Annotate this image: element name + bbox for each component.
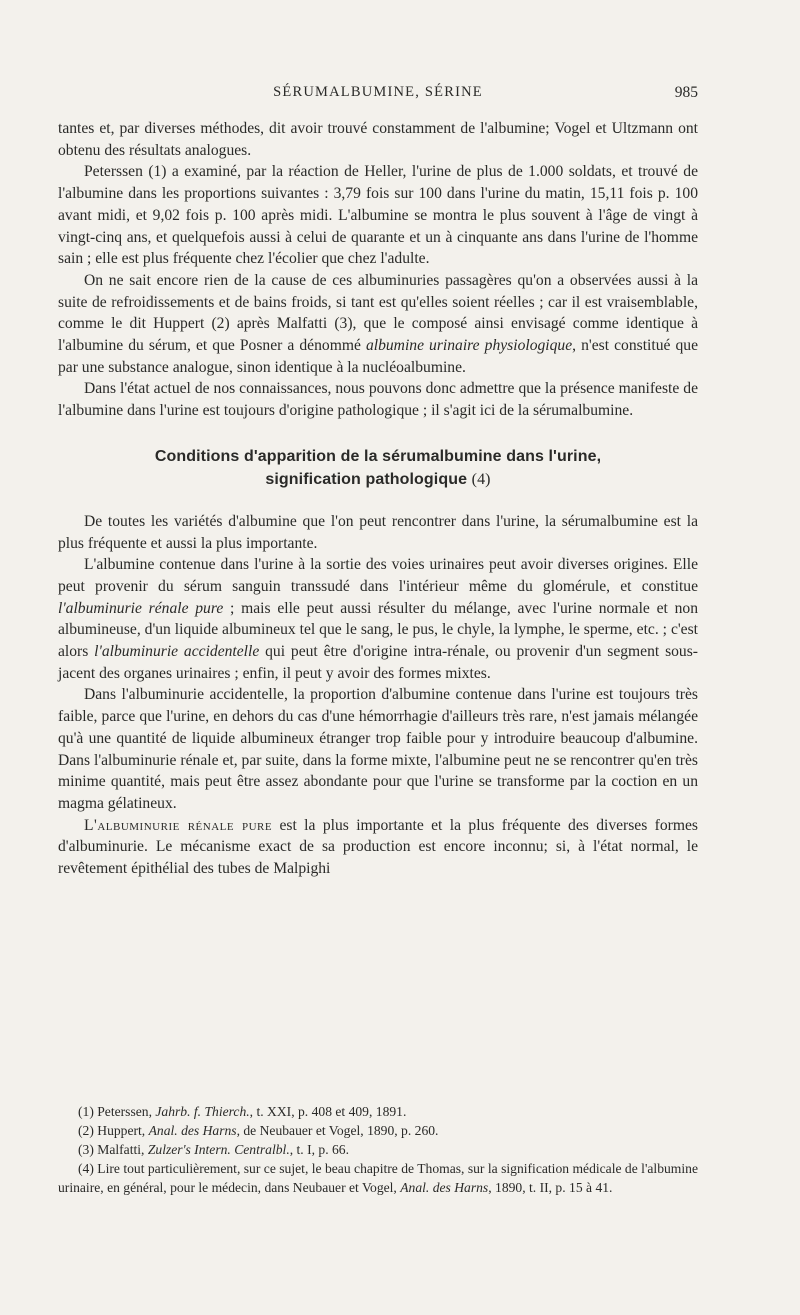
footnote-4-text-b: , 1890, t. II, p. 15 à 41. bbox=[488, 1180, 613, 1195]
footnote-2-text-a: (2) Huppert, bbox=[78, 1123, 149, 1138]
paragraph-6-text-b: ; mais elle peut aussi résulter du mélange, avec l'urine normale et non albumineuse, d'un liquide albumineux tel que le sang, le pus, le chyle, la lymphe, le sperme, etc. ; c'est alors bbox=[58, 599, 698, 661]
section-heading-line-2-text: signification pathologique bbox=[265, 470, 468, 488]
paragraph-6-text-a: L'albumine contenue dans l'urine à la sortie des voies urinaires peut avoir diverses origines. Elle peut provenir du sérum sanguin transsudé dans l'intérieur même du glomérule, et constitue bbox=[58, 556, 698, 595]
paragraph-8-text: est la plus importante et la plus fréquente des diverses formes d'albuminurie. Le mécanisme exact de sa production est encore inconnu; si, à l'état normal, le revêtement épithélial des tubes de Malpighi bbox=[58, 816, 698, 878]
section-heading-line-2 bbox=[58, 468, 698, 491]
paragraph-3-text-a: On ne sait encore rien de la cause de ces albuminuries passagères qu'on a observées aussi à la suite de refroidissements et de bains froids, si tant est qu'elles soient réelles ; car il est vraisemblable, comme le dit Huppert (2) après Malfatti (3), que le composé ainsi envisagé comme identique à l'albumine du sérum, et que Posner a dénommé bbox=[58, 271, 698, 355]
running-title: SÉRUMALBUMINE, SÉRINE bbox=[273, 84, 483, 100]
paragraph-8 bbox=[58, 815, 698, 880]
section-heading-line-1: Conditions d'apparition de la sérumalbumine dans l'urine, bbox=[154, 447, 602, 465]
page-header bbox=[58, 84, 698, 110]
footnote-2-text-b: , de Neubauer et Vogel, 1890, p. 260. bbox=[236, 1123, 439, 1138]
paragraph-6-text-c: qui peut être d'origine intra-rénale, ou provenir d'un segment sous-jacent des organes urinaires ; enfin, il peut y avoir des formes mixtes. bbox=[58, 643, 698, 682]
footnote-3-source: Zulzer's Intern. Centralbl. bbox=[147, 1142, 290, 1157]
paragraph-8-smallcaps: L'albuminurie rénale pure bbox=[84, 816, 273, 834]
footnote-2-source: Anal. des Harns bbox=[148, 1123, 237, 1138]
section-heading bbox=[58, 445, 698, 491]
page-number: 985 bbox=[674, 84, 698, 101]
body-text bbox=[58, 118, 698, 880]
footnote-1-text-b: , t. XXI, p. 408 et 409, 1891. bbox=[249, 1104, 407, 1119]
footnote-3 bbox=[58, 1140, 698, 1159]
footnotes bbox=[58, 1102, 698, 1197]
footnote-1 bbox=[58, 1102, 698, 1121]
paragraph-1: tantes et, par diverses méthodes, dit avoir trouvé constamment de l'albumine; Vogel et Ultzmann ont obtenu des résultats analogues. bbox=[58, 120, 698, 159]
paragraph-3 bbox=[58, 270, 698, 379]
paragraph-3-emphasis: albumine urinaire physiologique bbox=[365, 337, 573, 355]
paragraph-2: Peterssen (1) a examiné, par la réaction de Heller, l'urine de plus de 1.000 soldats, et trouvé de l'albumine dans les proportions suivantes : 3,79 fois sur 100 dans l'urine du matin, 15,11 fois p. 100 avant midi, et 9,02 fois p. 100 après midi. L'albumine se montra le plus souvent à l'âge de vingt à vingt-cinq ans, et quelquefois aussi à celui de quarante et un à cinquante ans dans l'urine de l'homme sain ; elle est plus fréquente chez l'écolier que chez l'adulte. bbox=[58, 163, 698, 268]
paragraph-6 bbox=[58, 554, 698, 684]
paragraph-5: De toutes les variétés d'albumine que l'on peut rencontrer dans l'urine, la sérumalbumine est la plus fréquente et aussi la plus importante. bbox=[58, 512, 698, 552]
footnote-3-text-b: , t. I, p. 66. bbox=[289, 1142, 349, 1157]
footnote-4-text-a: (4) Lire tout particulièrement, sur ce sujet, le beau chapitre de Thomas, sur la signification médicale de l'albumine urinaire, en général, pour le médecin, dans Neubauer et Vogel, bbox=[58, 1161, 698, 1195]
paragraph-3-text-b: , n'est constitué que par une substance analogue, sinon identique à la nucléoalbumine. bbox=[58, 337, 699, 376]
paragraph-6-emphasis-1: l'albuminurie rénale pure bbox=[58, 599, 224, 617]
footnote-2 bbox=[58, 1121, 698, 1140]
footnote-4-source: Anal. des Harns bbox=[400, 1180, 489, 1195]
footnote-4 bbox=[58, 1159, 698, 1197]
footnote-3-text-a: (3) Malfatti, bbox=[78, 1142, 148, 1157]
footnote-1-text-a: (1) Peterssen, bbox=[78, 1104, 156, 1119]
paragraph-6-emphasis-2: l'albuminurie accidentelle bbox=[94, 643, 260, 661]
section-heading-footnote-ref: (4) bbox=[471, 470, 491, 488]
paragraph-4: Dans l'état actuel de nos connaissances, nous pouvons donc admettre que la présence manifeste de l'albumine dans l'urine est toujours d'origine pathologique ; il s'agit ici de la sérumalbumine. bbox=[58, 380, 698, 420]
paragraph-7: Dans l'albuminurie accidentelle, la proportion d'albumine contenue dans l'urine est toujours très faible, parce que l'urine, en dehors du cas d'une hémorrhagie d'ailleurs très rare, n'est jamais mélangée qu'à une quantité de liquide albumineux étranger trop faible pour y introduire beaucoup d'albumine. Dans l'albuminurie rénale et, par suite, dans la forme mixte, l'albumine peut ne se rencontrer qu'en très minime quantité, mais peut être assez abondante pour que l'urine se transforme par la coction en un magma gélatineux. bbox=[58, 686, 698, 812]
footnote-1-source: Jahrb. f. Thierch. bbox=[155, 1104, 250, 1119]
